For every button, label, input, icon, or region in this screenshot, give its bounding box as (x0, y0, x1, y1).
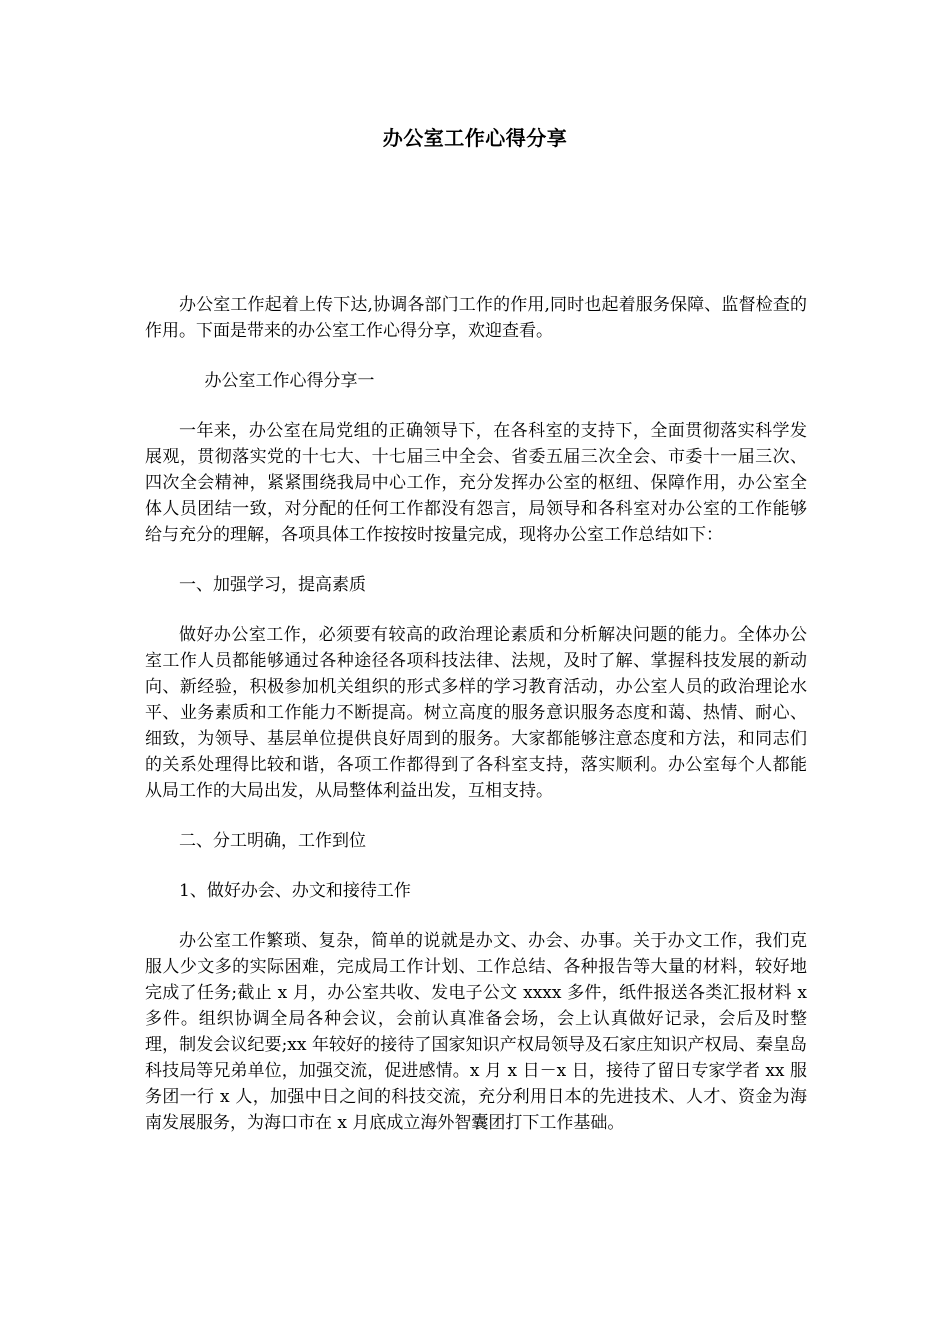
document-title: 办公室工作心得分享 (382, 126, 568, 150)
paragraph-2: 做好办公室工作，必须要有较高的政治理论素质和分析解决问题的能力。全体办公室工作人员都能够通过各种途径各项科技法律、法规，及时了解、掌握科技发展的新动向、新经验，积极参加机关组织的形式多样的学习教育活动，办公室人员的政治理论水平、业务素质和工作能力不断提高。树立高度的服务意识服务态度和蔼、热情、耐心、细致，为领导、基层单位提供良好周到的服务。大家都能够注意态度和方法，和同志们的关系处理得比较和谐，各项工作都得到了各科室支持，落实顺利。办公室每个人都能从局工作的大局出发，从局整体利益出发，互相支持。 (145, 625, 807, 801)
document-body (145, 292, 807, 1136)
intro-paragraph: 办公室工作起着上传下达,协调各部门工作的作用,同时也起着服务保障、监督检查的作用。下面是带来的办公室工作心得分享，欢迎查看。 (145, 295, 807, 341)
heading-1: 一、加强学习，提高素质 (179, 575, 366, 595)
paragraph-1: 一年来，办公室在局党组的正确领导下，在各科室的支持下，全面贯彻落实科学发展观，贯彻落实党的十七大、十七届三中全会、省委五届三次全会、市委十一届三次、四次全会精神，紧紧围绕我局中心工作，充分发挥办公室的枢纽、保障作用，办公室全体人员团结一致，对分配的任何工作都没有怨言，局领导和各科室对办公室的工作能够给与充分的理解，各项具体工作按按时按量完成，现将办公室工作总结如下： (145, 421, 807, 545)
heading-2: 二、分工明确，工作到位 (179, 831, 366, 851)
section-title: 办公室工作心得分享一 (204, 371, 375, 391)
paragraph-3: 办公室工作繁琐、复杂，简单的说就是办文、办会、办事。关于办文工作，我们克服人少文多的实际困难，完成局工作计划、工作总结、各种报告等大量的材料，较好地完成了任务;截止 x 月，办公室共收、发电子公文 xxxx 多件，纸件报送各类汇报材料 x 多件。组织协调全局各种会议，会前认真准备会场，会上认真做好记录，会后及时整理，制发会议纪要;xx 年较好的接待了国家知识产权局领导及石家庄知识产权局、秦皇岛科技局等兄弟单位，加强交流，促进感情。x 月 x 日－x 日，接待了留日专家学者 xx 服务团一行 x 人，加强中日之间的科技交流，充分利用日本的先进技术、人才、资金为海南发展服务，为海口市在 x 月底成立海外智囊团打下工作基础。 (145, 931, 807, 1133)
heading-3: 1、做好办会、办文和接待工作 (179, 881, 411, 901)
